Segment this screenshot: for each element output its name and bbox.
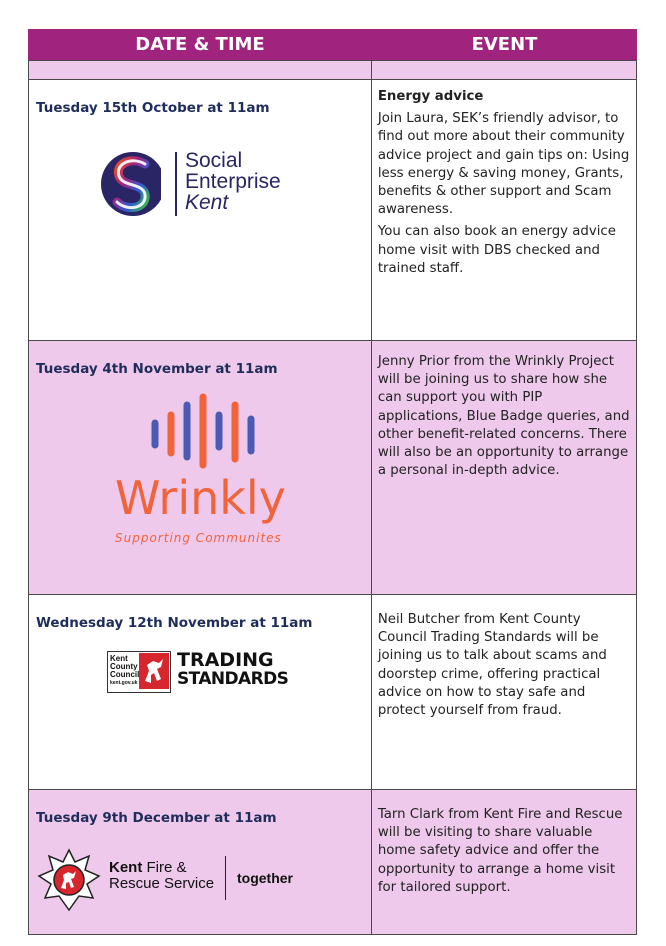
logo-text: Kent xyxy=(110,654,128,663)
social-enterprise-kent-logo xyxy=(101,150,311,220)
logo-text: Council xyxy=(110,670,140,679)
event-title: Energy advice xyxy=(377,89,484,104)
kent-fire-rescue-logo xyxy=(37,848,317,914)
logo-text: TRADING xyxy=(177,649,274,671)
event-date: Tuesday 9th December at 11am xyxy=(36,810,277,826)
wrinkly-logo xyxy=(109,393,289,553)
header-date-time: DATE & TIME xyxy=(135,34,265,55)
fire-service-crest-icon xyxy=(37,848,101,912)
logo-text: Enterprise xyxy=(185,170,281,193)
event-description: Tarn Clark from Kent Fire and Rescue will be visiting to share valuable home safety advice and offer the opportunity to arrange a home visit for tailored support. xyxy=(377,807,623,895)
logo-tagline: Supporting Communites xyxy=(115,531,282,545)
logo-text: Social xyxy=(185,149,243,172)
events-table xyxy=(28,29,637,935)
event-row-1 xyxy=(28,80,637,341)
kent-county-council-logo xyxy=(107,651,171,693)
logo-text: County xyxy=(110,662,138,671)
logo-text: Wrinkly xyxy=(115,471,286,525)
horse-icon xyxy=(139,653,169,689)
logo-text: Kent xyxy=(185,191,229,214)
logo-text: Kent xyxy=(109,859,143,876)
event-description: Neil Butcher from Kent County Council Trading Standards will be joining us to talk about scams and doorstep crime, offering practical advice on how to stay safe and protect yourself from fraud. xyxy=(377,612,607,719)
event-description: You can also book an energy advice home visit with DBS checked and trained staff. xyxy=(377,224,616,276)
spacer-row xyxy=(28,60,637,80)
event-row-2 xyxy=(28,341,637,595)
event-date: Tuesday 4th November at 11am xyxy=(36,361,278,377)
table-header xyxy=(28,29,637,60)
event-description: Join Laura, SEK’s friendly advisor, to find out more about their community advice project and gain tips on: Using less energy & saving money, Grants, benefits & other support and Scam awareness. xyxy=(377,111,630,218)
event-row-3 xyxy=(28,595,637,790)
event-row-4 xyxy=(28,790,637,935)
trading-standards-logo xyxy=(107,651,307,697)
logo-text: together xyxy=(237,870,293,886)
logo-text: Fire & xyxy=(146,859,187,876)
logo-text: Rescue Service xyxy=(109,875,215,892)
event-date: Tuesday 15th October at 11am xyxy=(36,100,270,116)
logo-text: STANDARDS xyxy=(177,669,289,689)
header-event: EVENT xyxy=(471,34,538,55)
event-description: Jenny Prior from the Wrinkly Project will be joining us to share how she can support you with PIP applications, Blue Badge queries, and other benefit-related concerns. There will also be an opportunity to arrange a personal in-depth advice. xyxy=(377,354,630,479)
logo-text: kent.gov.uk xyxy=(110,680,138,686)
event-date: Wednesday 12th November at 11am xyxy=(36,615,313,631)
